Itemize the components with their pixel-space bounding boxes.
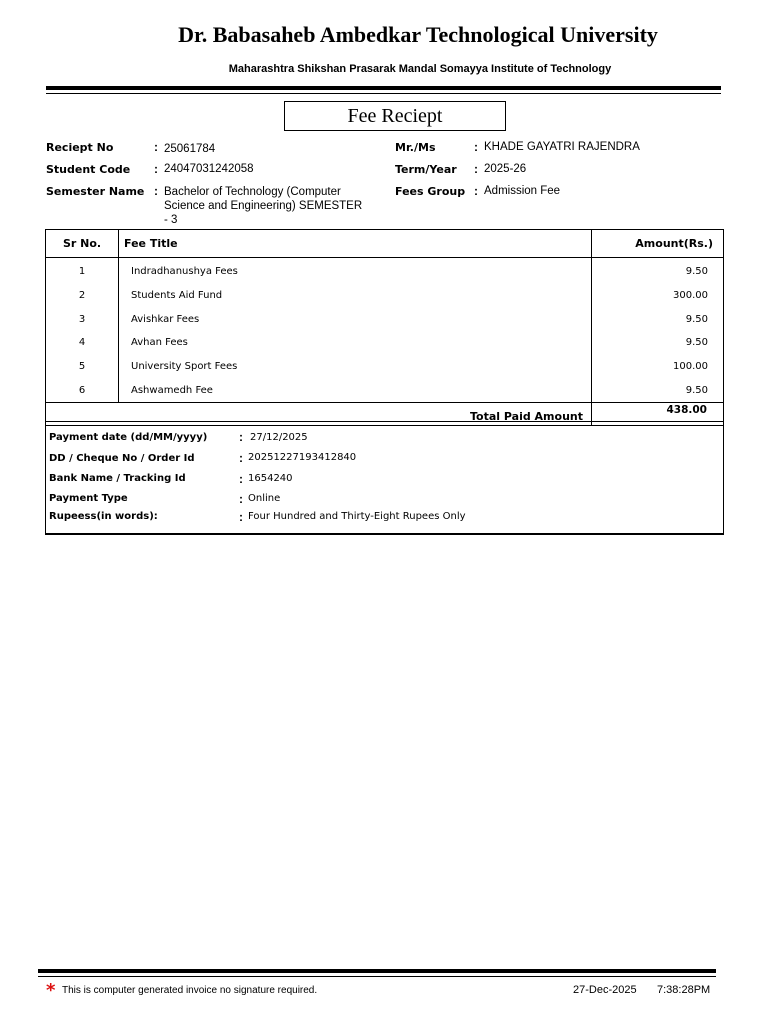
term-colon: :: [474, 162, 478, 176]
row-sr: 1: [46, 258, 119, 284]
order-id-value: 20251227193412840: [248, 452, 357, 463]
tracking-id-label: Bank Name / Tracking Id: [49, 473, 186, 484]
payment-date-colon: :: [239, 430, 243, 444]
row-sr: 5: [46, 355, 119, 379]
fees-group-colon: :: [474, 184, 478, 198]
tracking-id-value: 1654240: [248, 473, 293, 484]
semester-colon: :: [154, 184, 158, 198]
payment-date-value: 27/12/2025: [250, 432, 308, 443]
table-row: [46, 284, 724, 308]
row-title: Students Aid Fund: [119, 284, 592, 308]
fee-table: [45, 229, 724, 426]
receipt-title: Fee Reciept: [284, 101, 506, 131]
amount-words-label: Rupeess(in words):: [49, 511, 158, 522]
footer-note: This is computer generated invoice no signature required.: [62, 985, 318, 996]
row-title: Indradhanushya Fees: [119, 258, 592, 284]
table-row: [46, 258, 724, 284]
name-label: Mr./Ms: [395, 141, 436, 154]
col-header-sr: Sr No.: [46, 230, 119, 258]
row-title: Avhan Fees: [119, 331, 592, 355]
row-sr: 2: [46, 284, 119, 308]
footer-divider-thin: [38, 976, 716, 977]
col-header-title: Fee Title: [119, 230, 592, 258]
table-header-row: [46, 230, 724, 258]
receipt-no-label: Reciept No: [46, 141, 114, 154]
amount-words-colon: :: [239, 510, 243, 524]
semester-label: Semester Name: [46, 185, 145, 198]
receipt-no-colon: :: [154, 140, 158, 154]
student-code-value: 24047031242058: [164, 163, 254, 175]
row-sr: 4: [46, 331, 119, 355]
payment-type-colon: :: [239, 492, 243, 506]
table-row: [46, 355, 724, 379]
row-sr: 3: [46, 307, 119, 331]
row-amount: 9.50: [685, 337, 708, 349]
university-name: Dr. Babasaheb Ambedkar Technological University: [178, 22, 658, 47]
row-sr: 6: [46, 378, 119, 402]
footer-date: 27-Dec-2025: [573, 984, 637, 996]
semester-line-1: Bachelor of Technology (Computer: [164, 186, 341, 198]
row-amount: 9.50: [685, 266, 708, 278]
student-name-value: KHADE GAYATRI RAJENDRA: [484, 141, 640, 153]
total-label: Total Paid Amount: [46, 403, 592, 426]
term-label: Term/Year: [395, 163, 457, 176]
row-amount: 9.50: [685, 384, 708, 396]
student-code-colon: :: [154, 162, 158, 176]
receipt-no-value: 25061784: [164, 143, 216, 155]
footer-divider-thick: [38, 969, 716, 973]
order-id-colon: :: [239, 451, 243, 465]
row-title: Avishkar Fees: [119, 307, 592, 331]
amount-words-value: Four Hundred and Thirty-Eight Rupees Only: [248, 511, 466, 522]
semester-line-2: Science and Engineering) SEMESTER: [164, 200, 363, 212]
total-amount: 438.00: [592, 403, 724, 426]
row-amount: 100.00: [673, 361, 708, 373]
table-row: [46, 331, 724, 355]
header-divider-thick: [46, 86, 721, 90]
header-divider-thin: [46, 93, 721, 94]
student-code-label: Student Code: [46, 163, 131, 176]
fees-group-value: Admission Fee: [484, 185, 561, 197]
payment-type-value: Online: [248, 493, 281, 504]
institute-name: Maharashtra Shikshan Prasarak Mandal Somayya Institute of Technology: [228, 63, 612, 75]
footer-asterisk: *: [46, 980, 56, 1001]
table-row: [46, 378, 724, 402]
payment-date-label: Payment date (dd/MM/yyyy): [49, 432, 208, 443]
name-colon: :: [474, 140, 478, 154]
semester-value: [164, 185, 370, 227]
fees-group-label: Fees Group: [395, 185, 466, 198]
tracking-id-colon: :: [239, 472, 243, 486]
table-row: [46, 307, 724, 331]
row-title: University Sport Fees: [119, 355, 592, 379]
row-amount: 300.00: [673, 290, 708, 302]
col-header-amount: Amount(Rs.): [592, 230, 724, 258]
order-id-label: DD / Cheque No / Order Id: [49, 453, 195, 464]
row-amount: 9.50: [685, 313, 708, 325]
term-value: 2025-26: [484, 163, 527, 175]
semester-line-3: - 3: [164, 214, 178, 226]
row-title: Ashwamedh Fee: [119, 378, 592, 402]
payment-type-label: Payment Type: [49, 493, 128, 504]
footer-time: 7:38:28PM: [657, 984, 711, 996]
